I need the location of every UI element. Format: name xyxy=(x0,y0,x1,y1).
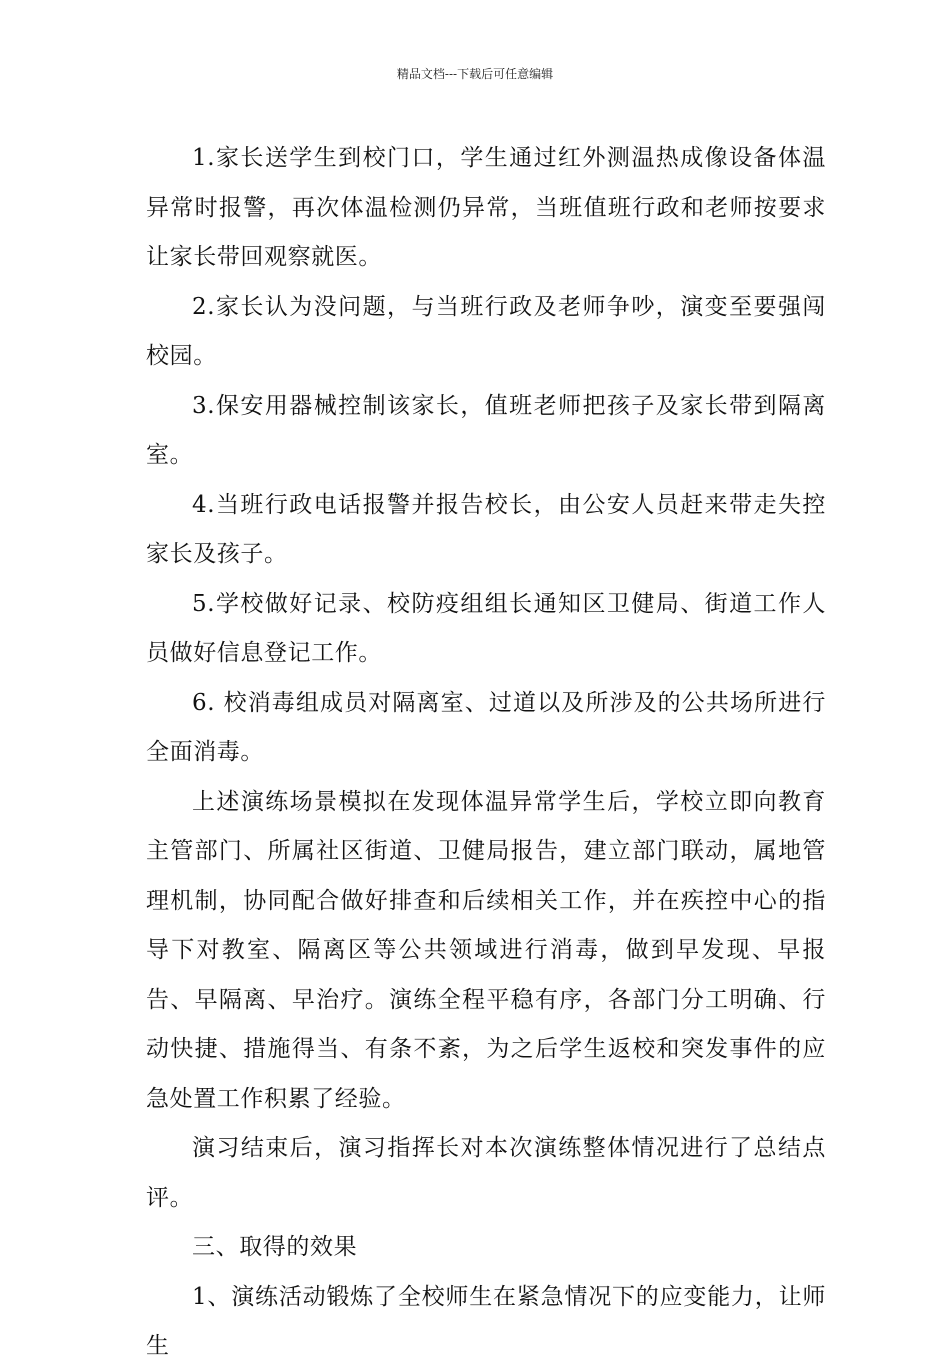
effect-item-1: 1、演练活动锻炼了全校师生在紧急情况下的应变能力，让师生 xyxy=(146,1283,826,1359)
paragraph-item-3: 3.保安用器械控制该家长，值班老师把孩子及家长带到隔离室。 xyxy=(146,392,826,468)
summary-paragraph: 上述演练场景模拟在发现体温异常学生后，学校立即向教育主管部门、所属社区街道、卫健局报告，建立部门联动，属地管理机制，协同配合做好排查和后续相关工作，并在疾控中心的指导下对教室、隔离区等公共领域进行消毒，做到早发现、早报告、早隔离、早治疗。演练全程平稳有序，各部门分工明确、行动快捷、措施得当、有条不紊，为之后学生返校和突发事件的应急处置工作积累了经验。 xyxy=(146,788,826,1112)
document-body xyxy=(146,134,826,1372)
paragraph-item-6: 6. 校消毒组成员对隔离室、过道以及所涉及的公共场所进行全面消毒。 xyxy=(146,689,826,765)
paragraph-item-4: 4.当班行政电话报警并报告校长，由公安人员赶来带走失控家长及孩子。 xyxy=(146,491,826,567)
paragraph-item-1: 1.家长送学生到校门口，学生通过红外测温热成像设备体温异常时报警，再次体温检测仍异常，当班值班行政和老师按要求让家长带回观察就医。 xyxy=(146,145,826,270)
closing-paragraph: 演习结束后，演习指挥长对本次演练整体情况进行了总结点评。 xyxy=(146,1135,826,1211)
page-header: 精品文档---下载后可任意编辑 xyxy=(396,67,554,81)
paragraph-item-2: 2.家长认为没问题，与当班行政及老师争吵，演变至要强闯校园。 xyxy=(146,293,826,369)
paragraph-item-5: 5.学校做好记录、校防疫组组长通知区卫健局、街道工作人员做好信息登记工作。 xyxy=(146,590,826,666)
section-heading: 三、取得的效果 xyxy=(192,1234,358,1260)
